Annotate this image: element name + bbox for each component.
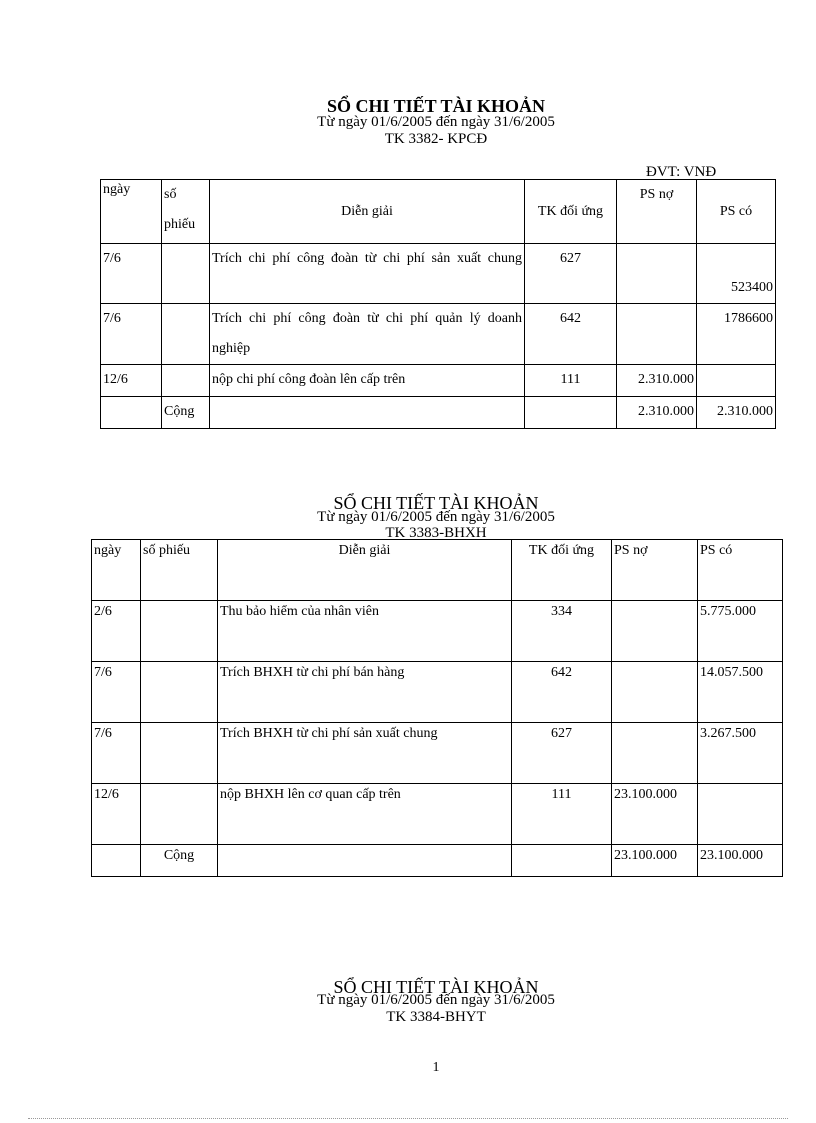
row-credit: 3.267.500 [698,723,783,784]
row-credit: 523400 [697,244,776,304]
section1-period: Từ ngày 01/6/2005 đến ngày 31/6/2005 [317,114,555,130]
table-header-row [92,540,783,601]
total-debit: 23.100.000 [612,845,698,877]
header-description: Diễn giải [218,540,512,601]
page-number: 1 [432,1060,440,1075]
row-date: 7/6 [101,244,162,304]
table-row [101,304,776,365]
row-description: Trích BHXH từ chi phí bán hàng [218,662,512,723]
section1-account: TK 3382- KPCĐ [384,131,488,147]
row-voucher [141,662,218,723]
section3-period: Từ ngày 01/6/2005 đến ngày 31/6/2005 [317,992,555,1008]
header-credit: PS có [698,540,783,601]
header-tk: TK đối ứng [512,540,612,601]
row-tk: 627 [512,723,612,784]
header-voucher: số phiếu [141,540,218,601]
table-row [92,784,783,845]
row-debit [612,662,698,723]
total-date [101,397,162,429]
row-date: 12/6 [101,365,162,397]
section2-account: TK 3383-BHXH [385,525,487,541]
row-voucher [141,601,218,662]
section2-title: SỔ CHI TIẾT TÀI KHOẢN [333,493,539,513]
row-description: nộp BHXH lên cơ quan cấp trên [218,784,512,845]
row-debit [612,601,698,662]
total-description [210,397,525,429]
row-voucher [162,244,210,304]
table-total-row [101,397,776,429]
table-row [92,723,783,784]
total-credit: 23.100.000 [698,845,783,877]
row-description: Trích chi phí công đoàn từ chi phí quản lý doanh nghiệp [210,304,525,365]
section3-account: TK 3384-BHYT [386,1009,486,1025]
header-voucher-label: số phiếu [164,187,196,232]
total-debit: 2.310.000 [617,397,697,429]
header-date: ngày [101,180,162,244]
section3-title: SỔ CHI TIẾT TÀI KHOẢN [333,977,539,997]
row-voucher [141,784,218,845]
row-credit [698,784,783,845]
row-voucher [162,365,210,397]
row-tk: 334 [512,601,612,662]
row-date: 2/6 [92,601,141,662]
row-voucher [162,304,210,365]
row-tk: 642 [512,662,612,723]
total-tk [512,845,612,877]
row-tk: 111 [525,365,617,397]
page-bottom-divider [28,1118,788,1119]
row-credit: 1786600 [697,304,776,365]
table-header-row [101,180,776,244]
row-description: nộp chi phí công đoàn lên cấp trên [210,365,525,397]
total-tk [525,397,617,429]
ledger-table-bhxh [91,539,783,877]
section1-title: SỔ CHI TIẾT TÀI KHOẢN [326,96,546,116]
row-credit: 5.775.000 [698,601,783,662]
row-description: Thu bảo hiểm của nhân viên [218,601,512,662]
total-label: Cộng [162,397,210,429]
row-description: Trích chi phí công đoàn từ chi phí sản xuất chung [210,244,525,304]
row-debit [617,304,697,365]
ledger-table-kpcd [100,179,776,429]
total-label: Cộng [141,845,218,877]
header-date: ngày [92,540,141,601]
table-row [92,662,783,723]
unit-label: ĐVT: VNĐ [646,164,717,180]
table-total-row [92,845,783,877]
row-tk: 627 [525,244,617,304]
section2-period: Từ ngày 01/6/2005 đến ngày 31/6/2005 [317,509,555,525]
row-date: 7/6 [101,304,162,365]
row-debit [612,723,698,784]
row-credit [697,365,776,397]
total-date [92,845,141,877]
row-tk: 642 [525,304,617,365]
table-row [92,601,783,662]
row-credit: 14.057.500 [698,662,783,723]
table-row [101,365,776,397]
header-description: Diễn giải [210,180,525,244]
row-voucher [141,723,218,784]
header-debit: PS nợ [617,180,697,244]
row-debit: 23.100.000 [612,784,698,845]
total-credit: 2.310.000 [697,397,776,429]
header-credit: PS có [697,180,776,244]
total-description [218,845,512,877]
table-row [101,244,776,304]
row-date: 12/6 [92,784,141,845]
header-tk: TK đối ứng [525,180,617,244]
row-debit [617,244,697,304]
header-voucher [162,180,210,244]
row-description: Trích BHXH từ chi phí sản xuất chung [218,723,512,784]
row-date: 7/6 [92,662,141,723]
row-tk: 111 [512,784,612,845]
row-debit: 2.310.000 [617,365,697,397]
row-date: 7/6 [92,723,141,784]
header-debit: PS nợ [612,540,698,601]
